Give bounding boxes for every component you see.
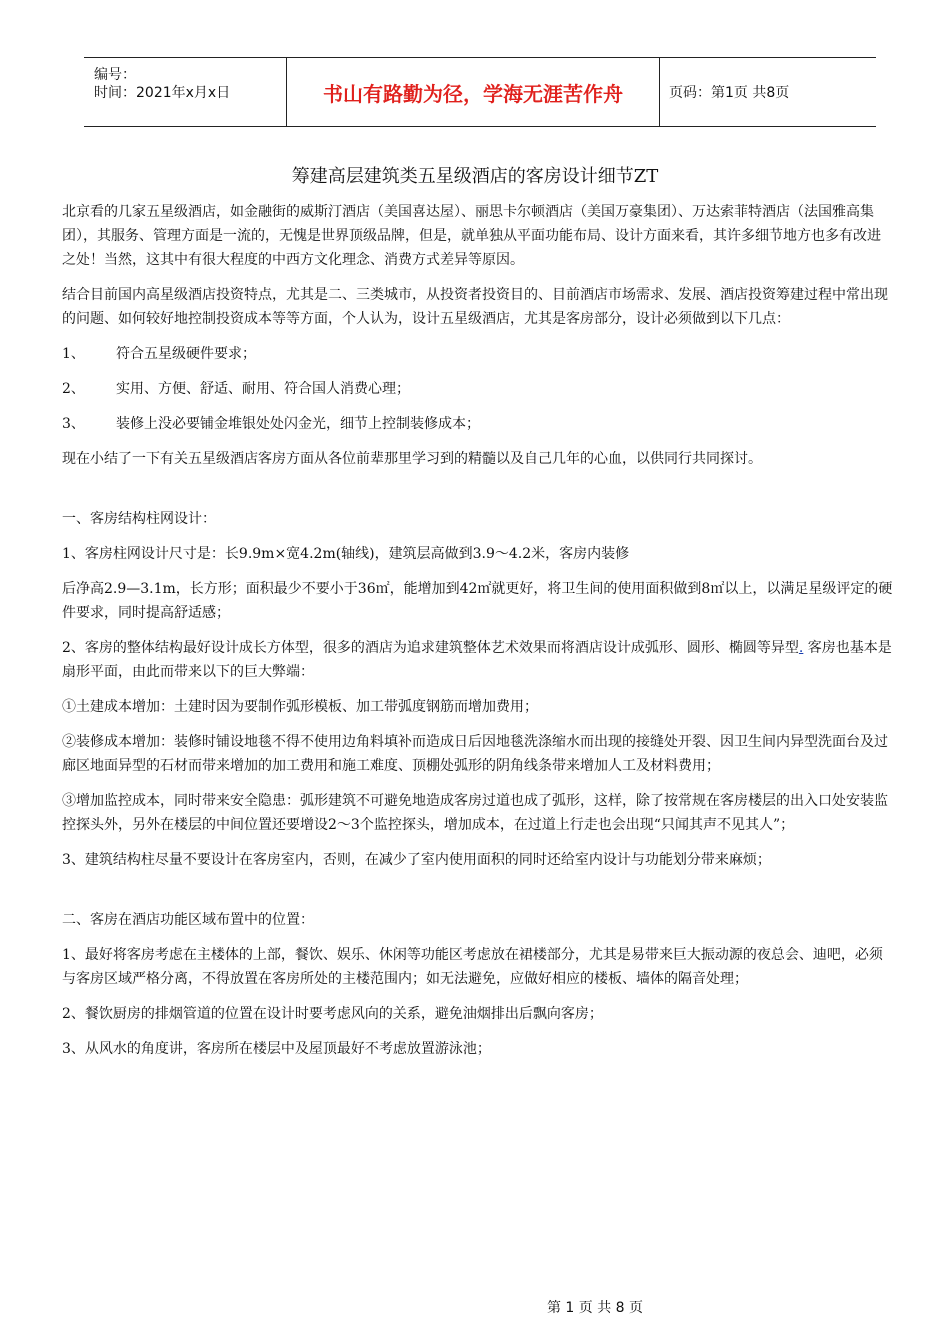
section-1-item-3: 3、建筑结构柱尽量不要设计在客房室内，否则，在减少了室内使用面积的同时还给室内设计与功能划分带来麻烦； xyxy=(62,852,771,868)
section-1-point-3: ③增加监控成本，同时带来安全隐患：弧形建筑不可避免地造成客房过道也成了弧形，这样，除了按常规在客房楼层的出入口处安装监控探头外，另外在楼层的中间位置还要增设2～3个监控探头，增加成本，在过道上行走也会出现“只闻其声不见其人”； xyxy=(62,793,888,833)
section-2-item-3: 3、从风水的角度讲，客房所在楼层中及屋顶最好不考虑放置游泳池； xyxy=(62,1041,491,1057)
intro-paragraph-1: 北京看的几家五星级酒店，如金融街的威斯汀酒店（美国喜达屋）、丽思卡尔顿酒店（美国万豪集团）、万达索菲特酒店（法国雅高集团），其服务、管理方面是一流的，无愧是世界顶级品牌，但是，就单独从平面功能布局、设计方面来看，其许多细节地方也多有改进之处！当然，这其中有很大程度的中西方文化理念、消费方式差异等原因。 xyxy=(62,204,881,268)
section-2-heading: 二、客房在酒店功能区域布置中的位置： xyxy=(62,912,314,928)
document-title: 筹建高层建筑类五星级酒店的客房设计细节ZT xyxy=(291,166,659,187)
section-1-item-1: 1、客房柱网设计尺寸是：长9.9m×宽4.2m(轴线)，建筑层高做到3.9～4.2米，客房内装修 xyxy=(62,546,630,562)
code-label: 编号： xyxy=(94,67,136,83)
list-item: 1、 符合五星级硬件要求； xyxy=(62,346,256,362)
section-1-point-1: ①土建成本增加：土建时因为要制作弧形模板、加工带弧度钢筋而增加费用； xyxy=(62,699,538,715)
time-label: 时间：2021年x月x日 xyxy=(94,85,231,101)
section-2-item-1: 1、最好将客房考虑在主楼体的上部，餐饮、娱乐、休闲等功能区考虑放在裙楼部分，尤其是易带来巨大振动源的夜总会、迪吧，必须与客房区域严格分离，不得放置在客房所处的主楼范围内；如无法避免，应做好相应的楼板、墙体的隔音处理； xyxy=(62,947,883,987)
header-page-info xyxy=(659,58,876,126)
section-1-point-2: ②装修成本增加：装修时铺设地毯不得不使用边角料填补而造成日后因地毯洗涤缩水而出现的接缝处开裂、因卫生间内异型洗面台及过廊区地面异型的石材而带来增加的加工费用和施工难度、顶棚处弧形的阴角线条带来增加人工及材料费用； xyxy=(62,734,888,774)
summary-paragraph: 现在小结了一下有关五星级酒店客房方面从各位前辈那里学习到的精髓以及自己几年的心血，以供同行共同探讨。 xyxy=(62,451,762,467)
document-header xyxy=(84,57,876,127)
list-item: 3、 装修上没必要铺金堆银处处闪金光，细节上控制装修成本； xyxy=(62,416,480,432)
section-1-heading: 一、客房结构柱网设计： xyxy=(62,511,216,527)
header-motto: 书山有路勤为径，学海无涯苦作舟 xyxy=(286,58,660,126)
inline-link[interactable]: . xyxy=(798,640,804,656)
page-footer: 第 1 页 共 8 页 xyxy=(546,1300,644,1316)
section-1-item-1-cont: 后净高2.9—3.1m，长方形；面积最少不要小于36㎡，能增加到42㎡就更好，将卫生间的使用面积做到8㎡以上，以满足星级评定的硬件要求，同时提高舒适感； xyxy=(62,581,893,621)
intro-paragraph-2: 结合目前国内高星级酒店投资特点，尤其是二、三类城市，从投资者投资目的、目前酒店市场需求、发展、酒店投资筹建过程中常出现的问题、如何较好地控制投资成本等等方面，个人认为，设计五星级酒店，尤其是客房部分，设计必须做到以下几点： xyxy=(62,287,888,327)
page-label: 页码：第1页 共8页 xyxy=(669,85,790,101)
header-meta xyxy=(84,58,286,126)
section-1-item-2: 2、客房的整体结构最好设计成长方体型，很多的酒店为追求建筑整体艺术效果而将酒店设计成弧形、圆形、椭圆等异型. 客房也基本是扇形平面，由此而带来以下的巨大弊端： xyxy=(62,640,892,680)
list-item: 2、 实用、方便、舒适、耐用、符合国人消费心理； xyxy=(62,381,410,397)
section-2-item-2: 2、餐饮厨房的排烟管道的位置在设计时要考虑风向的关系，避免油烟排出后飘向客房； xyxy=(62,1006,603,1022)
document-body xyxy=(62,200,894,1061)
